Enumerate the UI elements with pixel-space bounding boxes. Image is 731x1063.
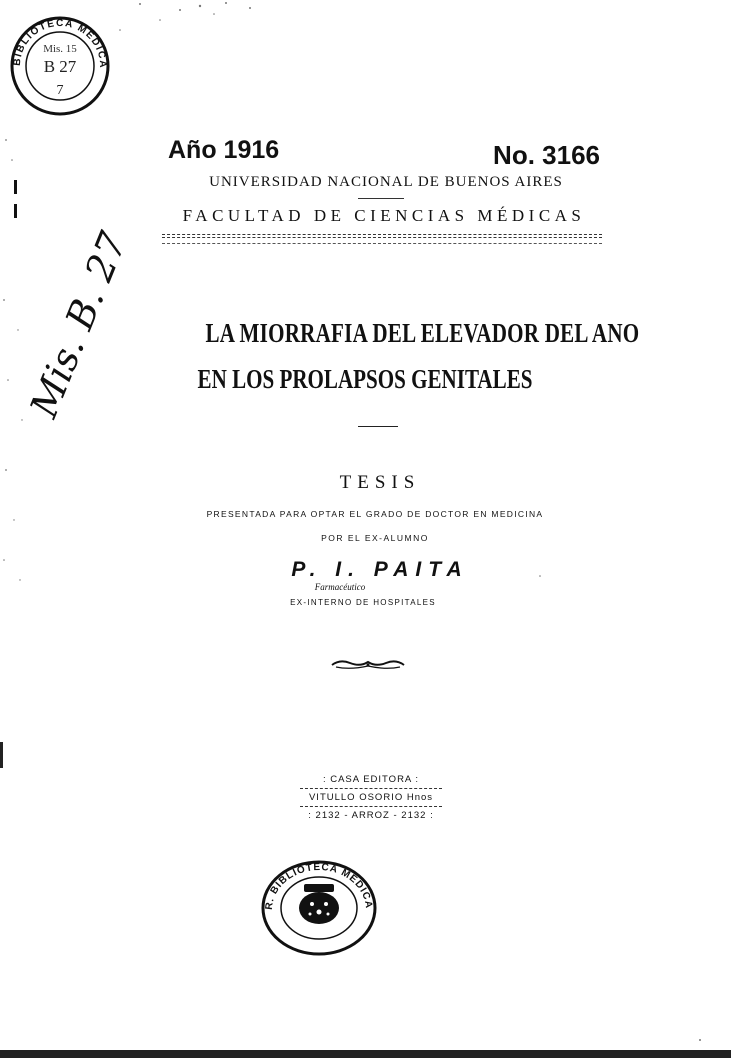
- publisher-line-2: VITULLO OSORIO Hnos: [308, 792, 434, 803]
- number-label: No. 3166: [493, 140, 600, 170]
- handwritten-note: [2, 210, 136, 440]
- library-seal-top: [8, 14, 112, 118]
- ornament-divider: [330, 658, 406, 672]
- divider-title: [358, 426, 398, 427]
- author-credential-1: Farmacéutico: [314, 582, 366, 592]
- thesis-title-line-1: LA MIORRAFIA DEL ELEVADOR DEL ANO: [205, 318, 640, 348]
- publisher-block: [300, 772, 442, 824]
- header-year-line: [168, 136, 600, 172]
- bottom-seal-ring-text: R. BIBLIOTECA MEDICA: [263, 861, 375, 911]
- publisher-line-1: : CASA EDITORA :: [322, 774, 420, 785]
- shelf-line-2: B 27: [43, 57, 77, 76]
- author-name: P. I. PAITA: [291, 558, 469, 581]
- left-edge-marks: [10, 180, 20, 260]
- publisher-line-3: : 2132 - ARROZ - 2132 :: [308, 810, 434, 821]
- ornament-icon: [330, 658, 406, 672]
- year-label: Año 1916: [168, 136, 280, 164]
- divider-double: [162, 234, 602, 238]
- seal-emblem-icon: [260, 858, 378, 958]
- shelf-line-3: 7: [56, 83, 64, 98]
- seal-icon: [8, 14, 112, 118]
- author-credential-2: EX-INTERNO DE HOSPITALES: [290, 598, 436, 607]
- university-name: UNIVERSIDAD NACIONAL DE BUENOS AIRES: [209, 174, 563, 190]
- handwritten-text: Mis. B. 27: [21, 225, 136, 424]
- shelf-line-1: Mis. 15: [43, 43, 77, 55]
- tesis-label: TESIS: [339, 472, 421, 493]
- edge-mark-icon: [10, 180, 20, 260]
- presented-line: PRESENTADA PARA OPTAR EL GRADO DE DOCTOR EN MEDICINA: [206, 509, 544, 519]
- divider-small: [358, 198, 404, 199]
- handwriting-icon: [2, 210, 136, 440]
- divider-double-lower: [162, 243, 602, 245]
- by-line: POR EL EX-ALUMNO: [321, 533, 429, 543]
- faculty-name: FACULTAD DE CIENCIAS MÉDICAS: [182, 206, 586, 225]
- library-seal-bottom: [260, 858, 378, 958]
- thesis-title-line-2: EN LOS PROLAPSOS GENITALES: [197, 364, 533, 394]
- top-seal-ring-text: BIBLIOTECA MEDICA: [11, 17, 109, 70]
